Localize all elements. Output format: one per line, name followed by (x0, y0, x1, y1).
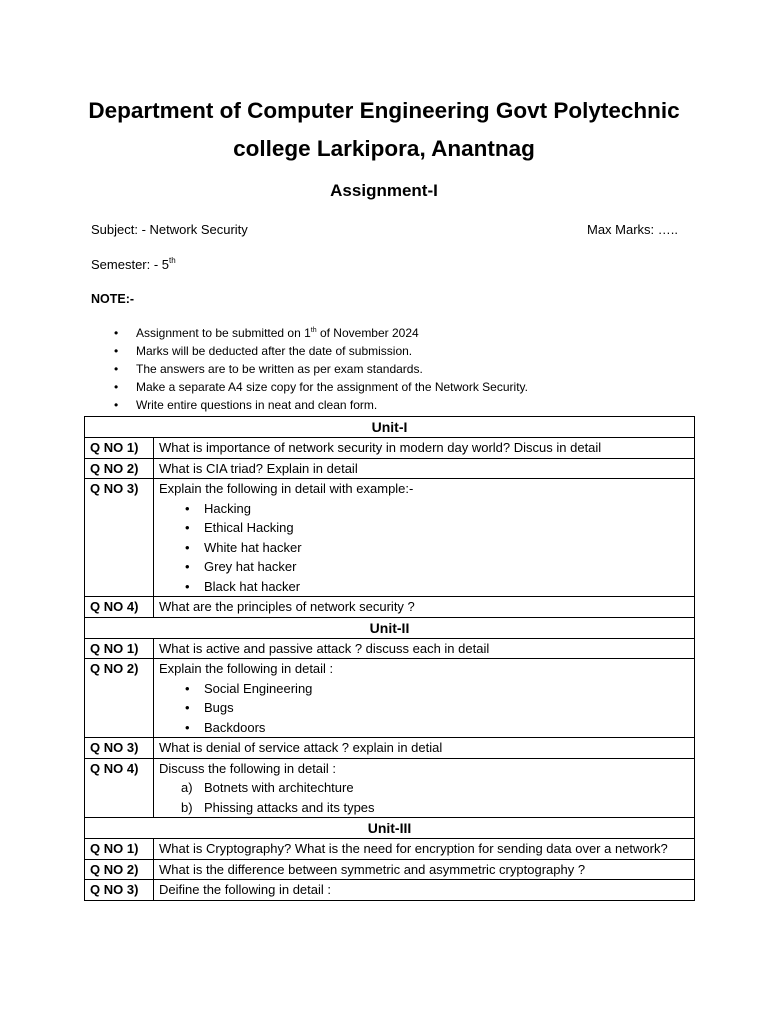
question-text: What is Cryptography? What is the need for encryption for sending data over a network? (159, 841, 668, 856)
question-cell (154, 458, 695, 479)
question-number: Q NO 1) (85, 438, 154, 459)
bullet-icon: • (185, 500, 190, 516)
unit-title: Unit-III (85, 818, 695, 839)
bullet-text: Ethical Hacking (204, 520, 294, 535)
question-row (85, 638, 695, 659)
question-text: Discuss the following in detail : (159, 760, 337, 776)
question-number: Q NO 2) (85, 659, 154, 738)
question-cell (154, 738, 695, 759)
question-row (85, 859, 695, 880)
question-bullet-item (159, 718, 689, 738)
item-text: Botnets with architechture (204, 780, 354, 795)
bullet-icon: • (114, 362, 119, 376)
question-cell (154, 859, 695, 880)
unit-header-row (85, 818, 695, 839)
question-text: What is denial of service attack ? explain in detial (159, 740, 443, 755)
semester-text: Semester: - 5 (91, 257, 170, 272)
bullet-icon: • (185, 578, 190, 594)
bullet-text: Social Engineering (204, 680, 313, 696)
question-number: Q NO 2) (85, 458, 154, 479)
note-item (0, 360, 528, 378)
max-marks-line: Max Marks: ….. (586, 222, 678, 237)
bullet-icon: • (114, 344, 119, 358)
assignment-heading: Assignment-I (330, 181, 438, 200)
question-bullet-item (159, 499, 689, 519)
note-item (0, 342, 528, 360)
bullet-icon: • (114, 380, 119, 394)
question-text: What is importance of network security in modern day world? Discus in detail (159, 440, 602, 455)
note-item (0, 396, 528, 414)
item-letter: b) (181, 799, 193, 815)
item-text: Phissing attacks and its types (204, 799, 375, 815)
note-text: Write entire questions in neat and clean form. (136, 398, 378, 412)
note-text-tail: of November 2024 (316, 326, 419, 340)
unit-title: Unit-II (85, 617, 695, 638)
question-cell (154, 597, 695, 618)
note-text: The answers are to be written as per exam standards. (136, 362, 423, 376)
question-text: What is active and passive attack ? discuss each in detail (159, 640, 490, 656)
question-cell (154, 438, 695, 459)
question-text: What are the principles of network security ? (159, 599, 415, 614)
question-cell (154, 839, 695, 860)
question-row (85, 880, 695, 901)
bullet-text: White hat hacker (204, 539, 302, 555)
item-letter: a) (181, 780, 193, 795)
question-row (85, 438, 695, 459)
question-lettered-item (159, 798, 689, 818)
question-number: Q NO 1) (85, 638, 154, 659)
question-text: Explain the following in detail : (159, 661, 334, 676)
bullet-icon: • (185, 559, 190, 574)
question-text: Explain the following in detail with example:- (159, 481, 414, 496)
question-number: Q NO 3) (85, 738, 154, 759)
question-row (85, 758, 695, 818)
note-text: Marks will be deducted after the date of submission. (136, 344, 413, 358)
unit-header-row (85, 417, 695, 438)
question-row (85, 479, 695, 597)
question-number: Q NO 4) (85, 758, 154, 818)
question-text: What is the difference between symmetric and asymmetric cryptography ? (159, 861, 586, 877)
question-cell (154, 479, 695, 597)
question-cell (154, 638, 695, 659)
question-text: Deifine the following in detail : (159, 882, 331, 897)
question-text: What is CIA triad? Explain in detail (159, 460, 358, 476)
unit-title: Unit-I (85, 417, 695, 438)
title-line-1: Department of Computer Engineering Govt Polytechnic (88, 98, 680, 123)
question-lettered-item (159, 778, 689, 798)
question-row (85, 738, 695, 759)
bullet-text: Bugs (204, 700, 234, 715)
subject-line: Subject: - Network Security (91, 222, 248, 237)
note-list (0, 324, 528, 414)
question-bullet-list (159, 499, 689, 597)
bullet-icon: • (114, 398, 119, 412)
title-line-2: college Larkipora, Anantnag (233, 136, 535, 161)
question-row (85, 839, 695, 860)
question-cell (154, 880, 695, 901)
bullet-icon: • (185, 680, 190, 696)
question-cell (154, 758, 695, 818)
question-row (85, 659, 695, 738)
question-bullet-item (159, 679, 689, 699)
page-title (40, 92, 728, 168)
question-cell (154, 659, 695, 738)
note-superscript: th (310, 327, 317, 334)
semester-superscript: th (169, 256, 176, 265)
note-text: Assignment to be submitted on 1 (136, 326, 311, 340)
bullet-icon: • (185, 539, 190, 555)
question-bullet-item (159, 518, 689, 538)
question-row (85, 597, 695, 618)
note-text: Make a separate A4 size copy for the assignment of the Network Security. (136, 380, 528, 394)
note-item (0, 378, 528, 396)
question-bullet-item (159, 538, 689, 558)
bullet-icon: • (185, 700, 190, 715)
question-lettered-list (159, 778, 689, 817)
question-bullet-item (159, 557, 689, 577)
bullet-text: Black hat hacker (204, 578, 301, 594)
questions-table (84, 416, 695, 901)
question-number: Q NO 4) (85, 597, 154, 618)
question-number: Q NO 3) (85, 880, 154, 901)
note-label: NOTE:- (91, 292, 135, 306)
question-number: Q NO 1) (85, 839, 154, 860)
note-item (0, 324, 528, 342)
bullet-icon: • (185, 719, 190, 735)
bullet-icon: • (185, 520, 190, 535)
semester-line (91, 256, 176, 274)
question-bullet-item (159, 698, 689, 718)
bullet-text: Grey hat hacker (204, 559, 297, 574)
question-row (85, 458, 695, 479)
bullet-text: Backdoors (204, 719, 266, 735)
bullet-text: Hacking (204, 500, 251, 516)
question-bullet-list (159, 679, 689, 738)
question-bullet-item (159, 577, 689, 597)
unit-header-row (85, 617, 695, 638)
bullet-icon: • (114, 326, 119, 340)
question-number: Q NO 2) (85, 859, 154, 880)
question-number: Q NO 3) (85, 479, 154, 597)
